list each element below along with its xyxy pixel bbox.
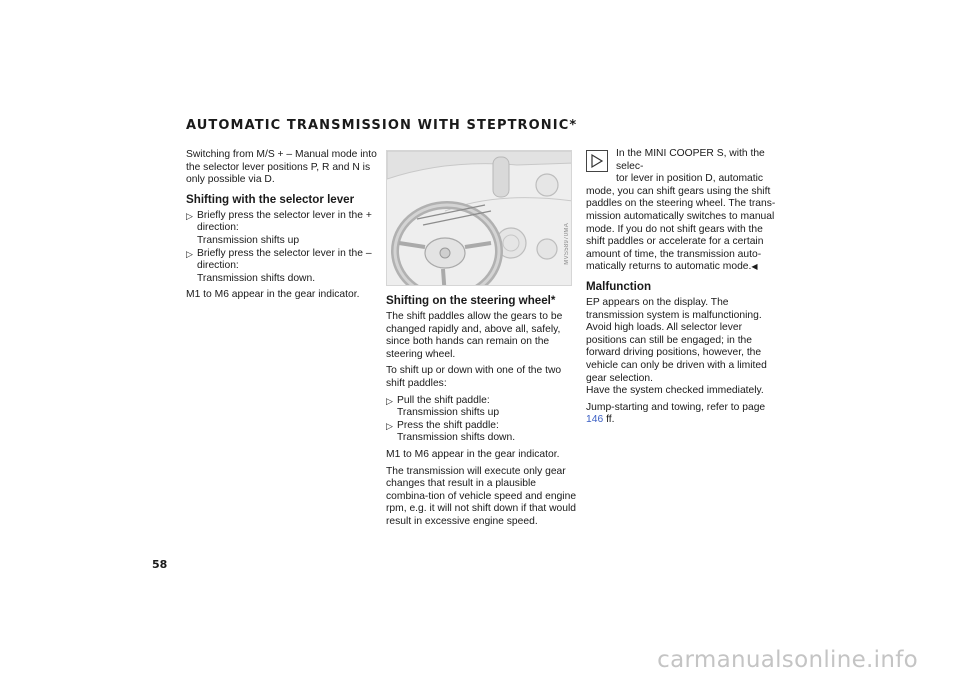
- list-item-line: Transmission shifts up: [397, 407, 500, 419]
- note-line: tor lever in position D, automatic: [616, 173, 764, 185]
- list-item-line: direction:: [197, 222, 239, 234]
- steering-wheel-drawing: [387, 151, 572, 286]
- section-heading-selector-lever: Shifting with the selector lever: [186, 192, 355, 206]
- bullet-arrow-icon: ▷: [386, 395, 393, 406]
- selector-lever-steps: [186, 210, 378, 286]
- intro-paragraph: Switching from M/S + – Manual mode into the selector lever positions P, R and N is only possible via D.: [186, 149, 377, 186]
- column-left: [186, 149, 378, 306]
- section-heading-malfunction: Malfunction: [586, 279, 652, 293]
- steering-wheel-illustration: [386, 150, 572, 286]
- cross-reference: [586, 402, 780, 427]
- paragraph: The shift paddles allow the gears to be changed rapidly and, above all, safely, since both hands can remain on the steering wheel.: [386, 311, 563, 360]
- page-title: AUTOMATIC TRANSMISSION WITH STEPTRONIC*: [186, 118, 578, 133]
- shift-paddle-steps: [386, 395, 580, 445]
- column-middle: [386, 294, 580, 533]
- note-line: In the MINI COOPER S, with the selec-: [616, 148, 765, 172]
- cross-reference-suffix: ff.: [606, 414, 615, 426]
- gear-indicator-note: M1 to M6 appear in the gear indicator.: [186, 289, 360, 301]
- list-item-line: Pull the shift paddle:: [397, 394, 490, 406]
- list-item: [186, 210, 378, 248]
- list-item: [386, 395, 580, 420]
- bullet-arrow-icon: ▷: [186, 248, 193, 259]
- list-item-line: Briefly press the selector lever in the –: [197, 247, 372, 259]
- list-item-line: Transmission shifts down.: [397, 432, 516, 444]
- section-heading-steering-wheel: Shifting on the steering wheel*: [386, 294, 556, 307]
- page-number: 58: [152, 558, 168, 571]
- column-right: [586, 148, 780, 431]
- list-item-line: Transmission shifts down.: [197, 272, 316, 284]
- end-marker-icon: ◀: [751, 262, 758, 272]
- note-arrow-icon: [586, 150, 608, 172]
- list-item-line: Briefly press the selector lever in the +: [197, 209, 372, 221]
- note-block: [586, 148, 780, 274]
- list-item-line: Transmission shifts up: [197, 234, 300, 246]
- list-item: [186, 248, 378, 286]
- gear-indicator-note: M1 to M6 appear in the gear indicator.: [386, 448, 560, 460]
- watermark: carmanualsonline.info: [657, 647, 918, 673]
- note-text: mode, you can shift gears using the shift paddles on the steering wheel. The trans-mission automatically switches to manual mode. If you do not shift gears with the shift paddles or accelerate for a certain amount of time, the transmission auto-matically returns to automatic mode.: [586, 185, 776, 273]
- paragraph: Have the system checked immediately.: [586, 385, 764, 397]
- list-item-line: direction:: [197, 260, 239, 272]
- paragraph: To shift up or down with one of the two shift paddles:: [386, 365, 562, 389]
- bullet-arrow-icon: ▷: [386, 420, 393, 431]
- figure-code: MVS58970MA: [564, 223, 570, 265]
- page-reference-link[interactable]: 146: [586, 414, 604, 426]
- cross-reference-text: Jump-starting and towing, refer to page: [586, 401, 766, 413]
- bullet-arrow-icon: ▷: [186, 210, 193, 221]
- paragraph: The transmission will execute only gear changes that result in a plausible combina-tion of vehicle speed and engine rpm, e.g. it will not shift down if that would result in excessive engine speed.: [386, 465, 577, 527]
- paragraph: EP appears on the display. The transmission system is malfunctioning. Avoid high loads. All selector lever positions can still be engaged; in the forward driving positions, however, the vehicle can only be driven with a limited gear selection.: [586, 296, 767, 384]
- list-item-line: Press the shift paddle:: [397, 419, 499, 431]
- list-item: [386, 420, 580, 445]
